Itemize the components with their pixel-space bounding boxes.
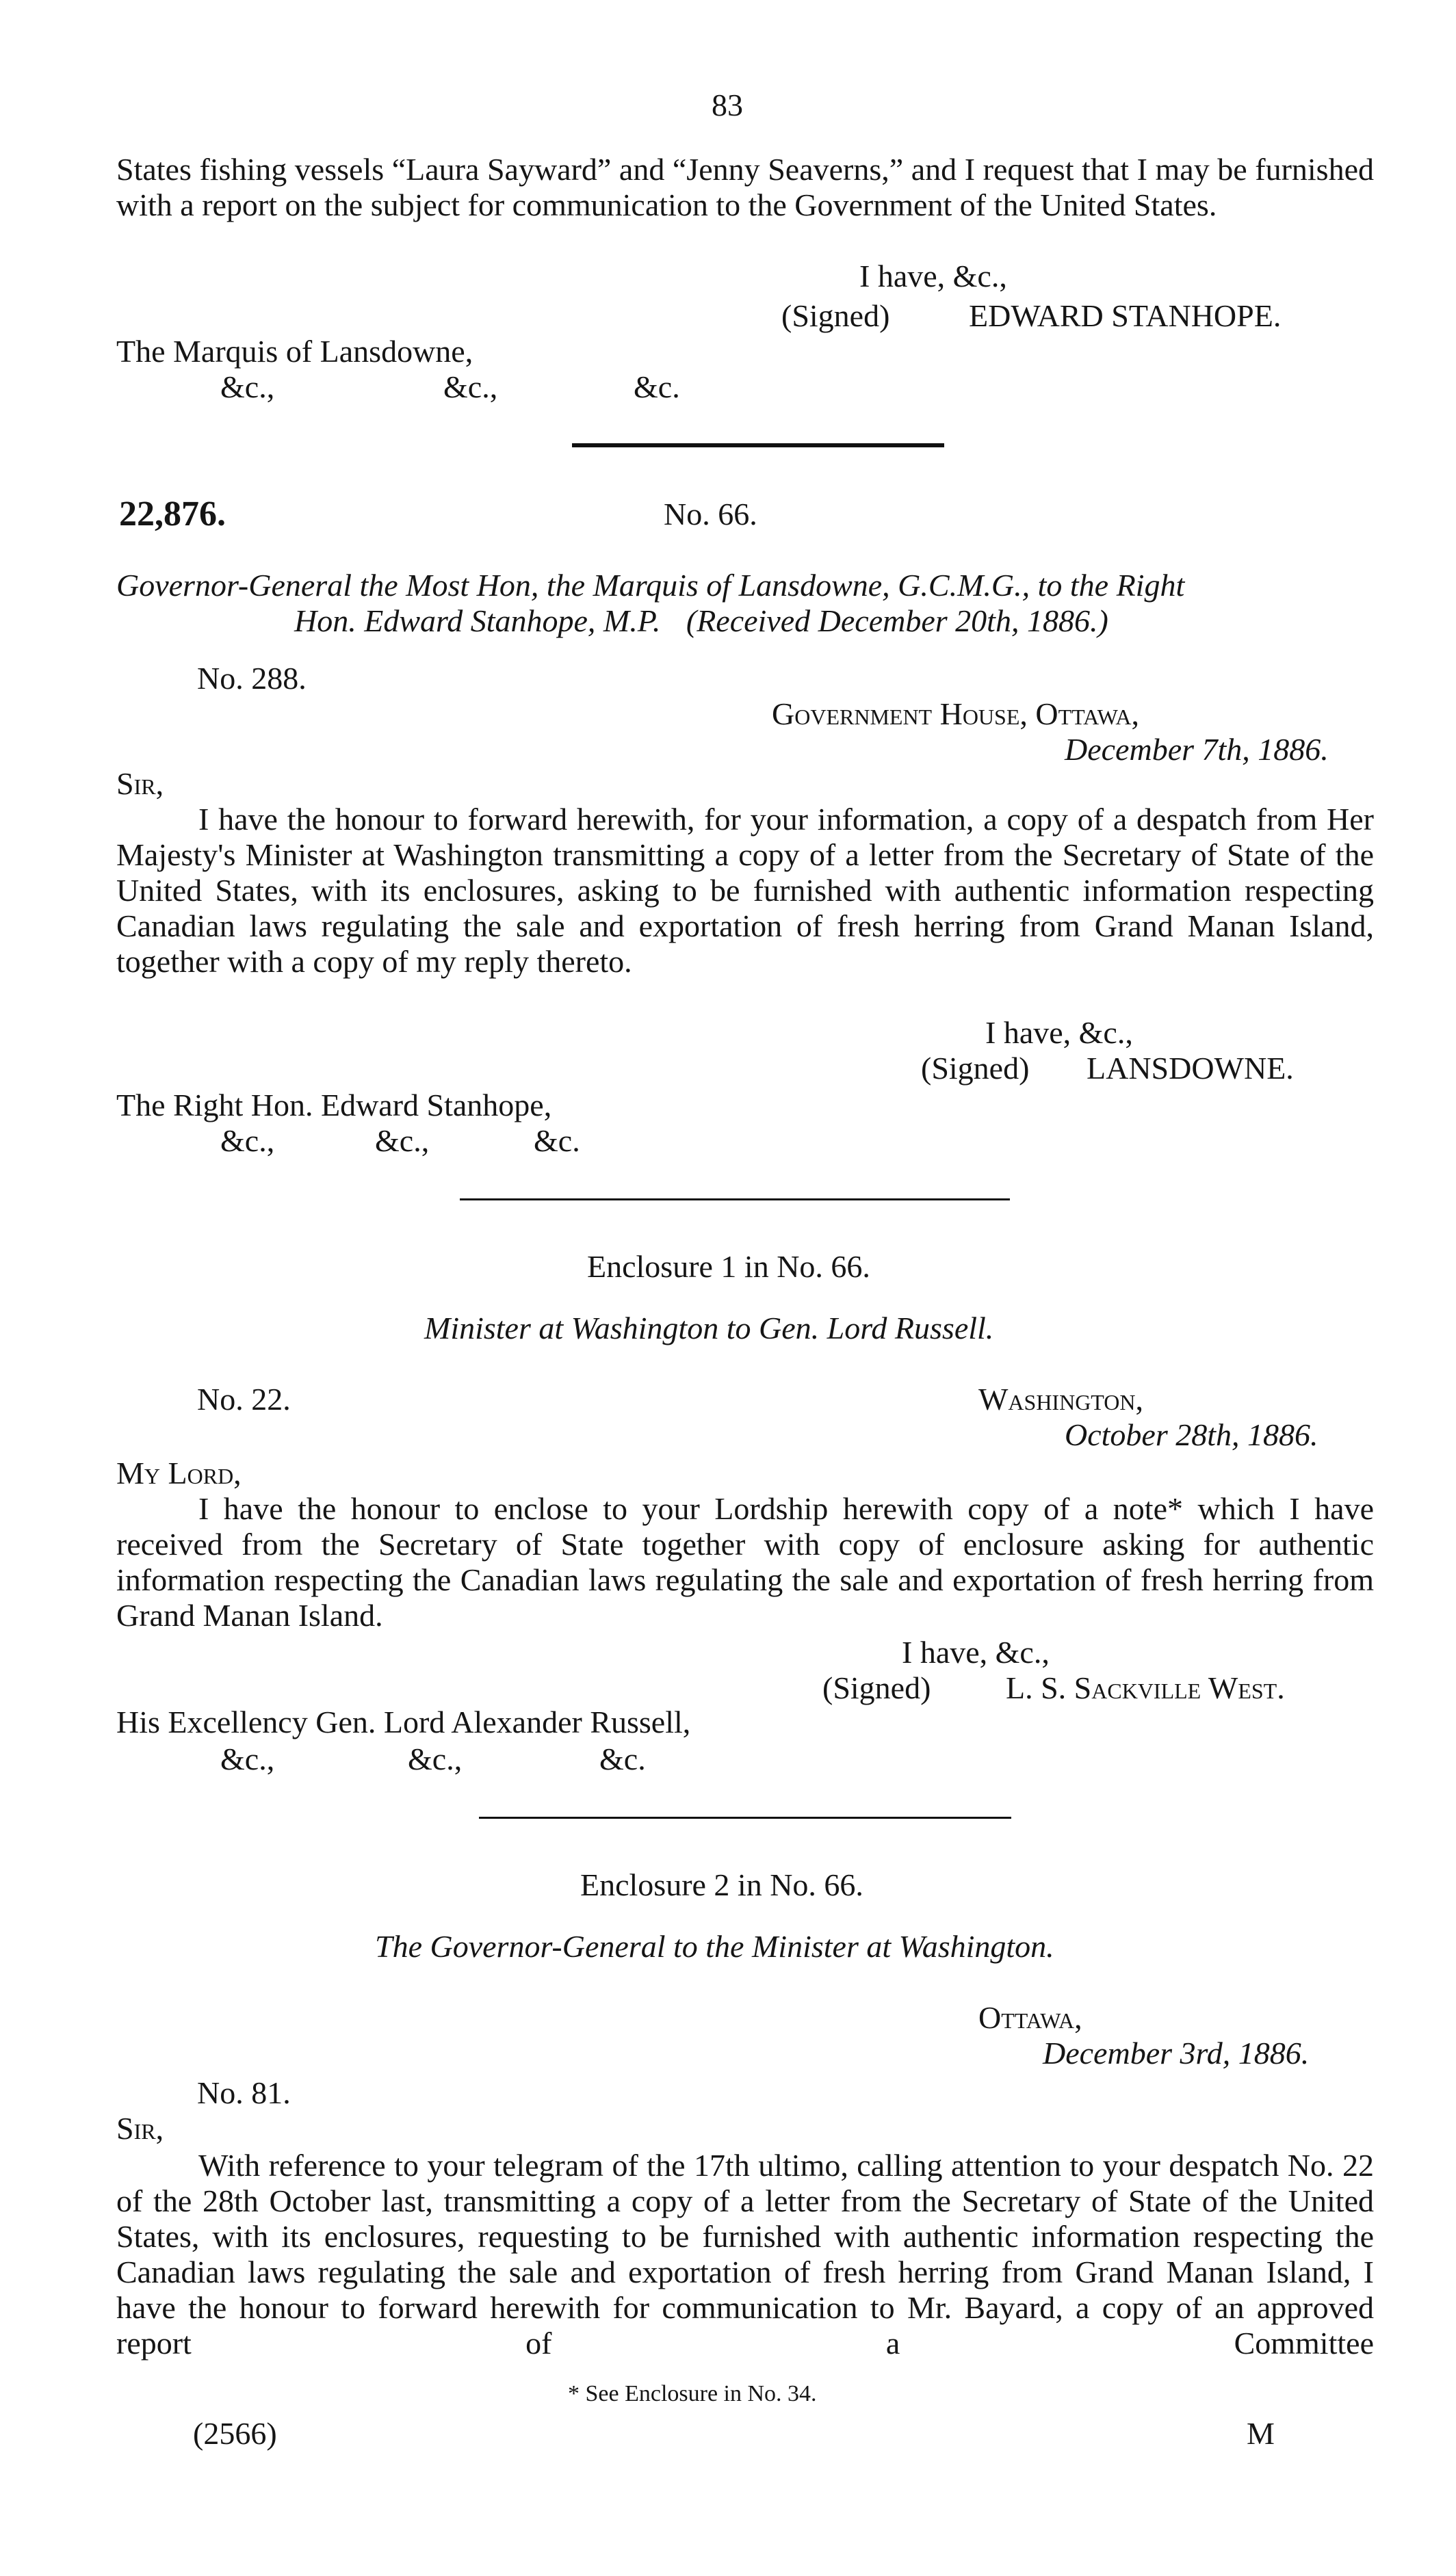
enc2-body: With reference to your telegram of the 17th ultimo, calling attention to your despatch No. 22 of the 28th October last, transmitting a copy of a letter from the Secretary of State of the United States, with its enclosures, requesting to be furnished with authentic information respecting the Canadian laws regulating the sale and exportation of fresh herring from Grand Manan Island, I have the honour to forward herewith for communication to Mr. Bayard, a copy of an approved report of a Committee [116, 2148, 1374, 2361]
enc1-place: Washington, [978, 1382, 1143, 1417]
doc-date: December 7th, 1886. [1065, 732, 1329, 767]
enc1-date: October 28th, 1886. [1065, 1417, 1318, 1452]
doc-salutation: Sir, [116, 766, 164, 801]
doc-heading-line2: Hon. Edward Stanhope, M.P. [294, 603, 661, 638]
enc2-subtitle: The Governor-General to the Minister at Washington. [375, 1929, 1054, 1964]
enc1-signer: L. S. Sackville West. [1006, 1670, 1285, 1705]
letter1-addressee: The Marquis of Lansdowne, [116, 334, 473, 369]
enc2-title: Enclosure 2 in No. 66. [580, 1867, 863, 1902]
enc1-ref: No. 22. [197, 1382, 291, 1417]
enc1-subtitle: Minister at Washington to Gen. Lord Russell. [424, 1311, 994, 1345]
doc-closing: I have, &c., [985, 1015, 1133, 1050]
letter1-etc-1: &c., [220, 369, 275, 404]
letter1-signed: (Signed) [781, 298, 890, 333]
doc-place: Government House, Ottawa, [772, 696, 1139, 731]
letter1-signer: EDWARD STANHOPE. [969, 298, 1282, 333]
doc-heading-line1: Governor-General the Most Hon, the Marquis of Lansdowne, G.C.M.G., to the Right [116, 568, 1185, 603]
doc-ref: No. 288. [197, 661, 307, 696]
doc-etc-2: &c., [375, 1123, 430, 1158]
signature-mark: (2566) [193, 2416, 277, 2451]
enc1-closing: I have, &c., [902, 1635, 1050, 1670]
letter1-body: States fishing vessels “Laura Sayward” and “Jenny Seaverns,” and I request that I may be furnished with a report on the subject for communication to the Government of the United States. [116, 152, 1374, 222]
enc2-divider [479, 1817, 1011, 1819]
enc1-body: I have the honour to enclose to your Lordship herewith copy of a note* which I have received from the Secretary of State together with copy of enclosure asking for authentic information respecting the Canadian laws regulating the sale and exportation of fresh herring from Grand Manan Island. [116, 1491, 1374, 1633]
letter1-etc-2: &c., [443, 369, 498, 404]
enc2-salutation: Sir, [116, 2111, 164, 2146]
enc2-ref: No. 81. [197, 2075, 291, 2110]
page-number: 83 [712, 88, 743, 122]
doc-addressee: The Right Hon. Edward Stanhope, [116, 1088, 552, 1122]
letter1-etc-3: &c. [634, 369, 680, 404]
enc1-etc-2: &c., [408, 1742, 463, 1776]
enc1-addressee: His Excellency Gen. Lord Alexander Russell, [116, 1705, 691, 1739]
enc1-etc-1: &c., [220, 1742, 275, 1776]
footnote: * See Enclosure in No. 34. [568, 2381, 817, 2406]
signature-letter: M [1247, 2416, 1275, 2451]
doc-etc-1: &c., [220, 1123, 275, 1158]
enc1-divider [460, 1198, 1010, 1200]
doc-heading-received: (Received December 20th, 1886.) [686, 603, 1108, 638]
doc-signer: LANSDOWNE. [1087, 1051, 1294, 1086]
doc-number: 22,876. [119, 495, 226, 534]
enc1-title: Enclosure 1 in No. 66. [587, 1249, 870, 1284]
doc-etc-3: &c. [534, 1123, 580, 1158]
letter1-closing: I have, &c., [859, 259, 1007, 293]
doc-signed: (Signed) [921, 1051, 1030, 1086]
enc2-place: Ottawa, [978, 2000, 1082, 2035]
section-divider [572, 443, 944, 447]
enc2-date: December 3rd, 1886. [1043, 2036, 1310, 2071]
enc1-etc-3: &c. [599, 1742, 646, 1776]
enc1-signed: (Signed) [822, 1670, 931, 1705]
enc1-salutation: My Lord, [116, 1456, 242, 1490]
doc-no: No. 66. [664, 497, 757, 531]
doc-body: I have the honour to forward herewith, for your information, a copy of a despatch from Her Majesty's Minister at Washington transmitting a copy of a letter from the Secretary of State of the United States, with its enclosures, asking to be furnished with authentic information respecting Canadian laws regulating the sale and exportation of fresh herring from Grand Manan Island, together with a copy of my reply thereto. [116, 802, 1374, 979]
